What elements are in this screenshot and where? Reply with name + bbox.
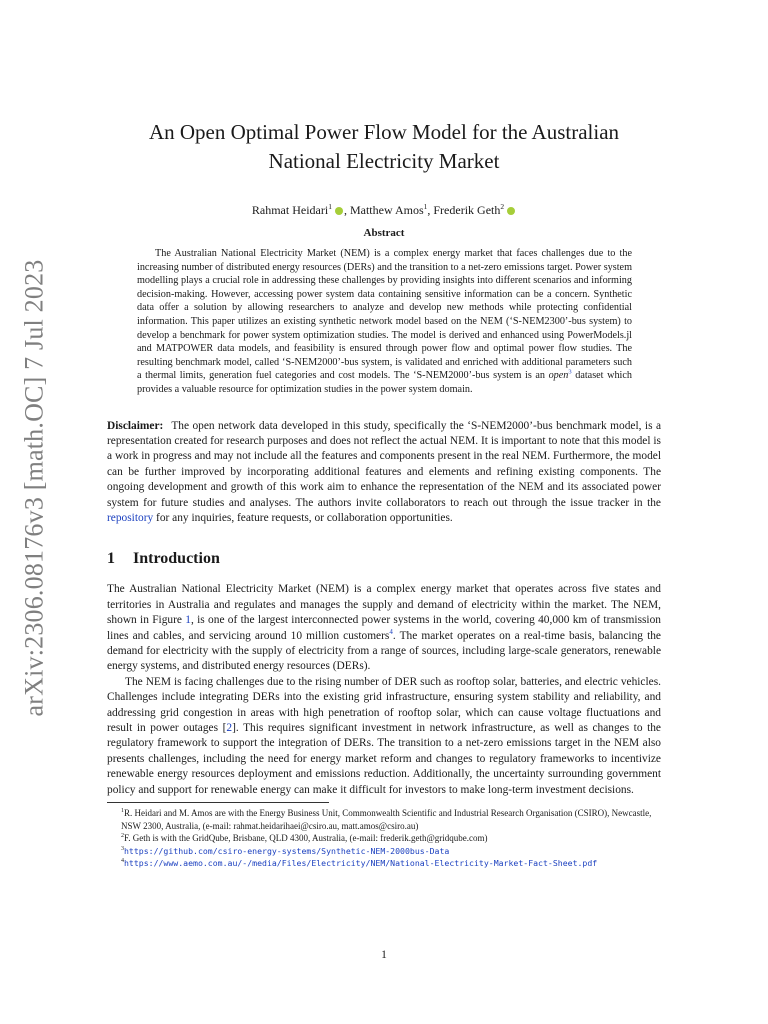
paper-page — [107, 0, 661, 961]
disclaimer-text: The open network data developed in this study, specifically the ‘S-NEM2000’-bus benchmark model, is a representation created for research purposes and does not reflect the actual NEM. It is important to note that this model is a work in progress and may not include all the features and components present in the real NEM. Furthermore, the model can be further improved by incorporating additional features and elements and refining existing components. The ongoing development and growth of this work aim to enhance the representation of the NEM and its associated power system for future studies and analyses. The authors invite collaborators to reach out through the issue tracker in the — [107, 419, 661, 509]
citation-link[interactable]: 2 — [226, 722, 233, 735]
footnote-ref[interactable]: 3 — [568, 368, 572, 376]
intro-text: The NEM is facing challenges due to the rising number of DER such as rooftop solar, batteries, and electric vehicles. Challenges include integrating DERs into the existing grid infrastructure, ensuring system stability and reliability, and addressing grid congestion in areas with high penetration of rooftop solar, which can cause voltage fluctuations and result in power outages [ — [107, 675, 661, 735]
intro-paragraph-2 — [107, 675, 661, 798]
footnote-mark: 1 — [121, 808, 124, 815]
disclaimer-lead: Disclaimer: — [107, 419, 164, 432]
affiliation-mark: 2 — [500, 202, 505, 211]
footnote-mark: 2 — [121, 833, 124, 840]
affiliation-mark: 1 — [423, 202, 428, 211]
author-geth: , Frederik Geth — [427, 203, 501, 217]
intro-paragraph-1 — [107, 582, 661, 674]
footnote-mark: 4 — [121, 858, 124, 865]
title-line-2: National Electricity Market — [268, 149, 500, 173]
author-list — [107, 202, 661, 218]
footnote-divider — [107, 802, 329, 803]
intro-text: . The market operates on a real-time basis, balancing the demand for electricity with the supply of electricity from a range of sources, including large-scale generators, renewable energy systems, and distributed energy resources (DERs). — [107, 629, 661, 673]
paper-title — [107, 118, 661, 176]
intro-text: The Australian National Electricity Market (NEM) is a complex energy market that operates across five states and territories in Australia and regulates and manages the supply and demand of electricity within the market. The NEM, shown in Figure — [107, 583, 661, 627]
footnotes — [107, 807, 661, 870]
title-line-1: An Open Optimal Power Flow Model for the Australian — [148, 120, 620, 144]
arxiv-stamp-text: arXiv:2306.08176v3 [math.OC] 7 Jul 2023 — [19, 259, 48, 717]
abstract-open-word: open — [548, 370, 569, 382]
dataset-url-link[interactable]: https://github.com/csiro-energy-systems/Synthetic-NEM-2000bus-Data — [124, 845, 450, 856]
footnote-1 — [107, 807, 661, 832]
repository-link[interactable]: repository — [107, 511, 154, 524]
orcid-icon[interactable] — [335, 207, 343, 215]
disclaimer-text-end: for any inquiries, feature requests, or collaboration opportunities. — [153, 511, 453, 524]
abstract-heading: Abstract — [363, 227, 405, 239]
section-heading — [107, 550, 661, 568]
affiliation-mark: 1 — [328, 202, 332, 211]
author-heidari: Rahmat Heidari — [251, 203, 329, 217]
intro-text: ]. This requires significant investment in network infrastructure, as well as changes to the regulatory framework to support the integration of DERs. The transition to a net-zero emissions target in the NEM also presents challenges, including the need for energy market reform and changes to regulatory frameworks to incentivize renewable energy resources deployment and emissions reduction. Additionally, the uncertainty surrounding government policy and support for renewable energy can make it difficult for investors to make long-term investment decisions. — [107, 722, 661, 796]
abstract-text — [137, 247, 632, 397]
arxiv-stamp — [12, 259, 56, 717]
aemo-url-link[interactable]: https://www.aemo.com.au/-/media/Files/Electricity/NEM/National-Electricity-Market-Fact-Sheet.pdf — [124, 858, 598, 869]
footnote-4 — [107, 857, 661, 870]
author-amos: , Matthew Amos — [343, 203, 424, 217]
section-title: Introduction — [133, 550, 220, 568]
orcid-icon[interactable] — [507, 207, 515, 215]
footnote-text: F. Geth is with the GridQube, Brisbane, QLD 4300, Australia, (e-mail: frederik.geth@gridqube.com) — [124, 833, 488, 844]
abstract-part-1: The Australian National Electricity Market (NEM) is a complex energy market that faces challenges due to the increasing number of distributed energy resources (DERs) and the transition to a net-zero emissions target. Power system modelling plays a crucial role in addressing these challenges by providing insights into different scenarios and informing decision-making. However, accessing power system data containing sensitive information can be a concern. Synthetic data offer a solution by allowing researchers to analyze and develop new methods while protecting confidential information. This paper utilizes an existing synthetic network model based on the NEM (‘S-NEM2300’-bus system) to develop a benchmark for power system optimization studies. The model is derived and enhanced using PowerModels.jl and MATPOWER data models, and feasibility is ensured through power flow and optimal power flow studies. The resulting benchmark model, called ‘S-NEM2000’-bus system, is validated and enriched with additional parameters such a thermal limits, generation fuel categories and cost models. The ‘S-NEM2000’-bus system is an — [137, 248, 632, 382]
introduction-body — [107, 582, 661, 798]
abstract-part-2: dataset which provides a valuable resource for optimization studies in the power system domain. — [137, 370, 632, 395]
footnote-2 — [107, 832, 661, 845]
footnote-text: R. Heidari and M. Amos are with the Energy Business Unit, Commonwealth Scientific and Industrial Research Organisation (CSIRO), Newcastle, NSW 2300, Australia, (e-mail: rahmat.heidarihaei@csiro.au, matt.amos@csiro.au) — [121, 808, 652, 831]
page-number: 1 — [381, 949, 387, 961]
intro-text: , is one of the largest interconnected power systems in the world, covering 40,000 km of transmission lines and cables, and servicing around 10 million customers — [107, 614, 661, 642]
section-number: 1 — [107, 550, 115, 568]
footnote-ref[interactable]: 4 — [389, 627, 393, 636]
disclaimer-paragraph — [107, 419, 661, 527]
figure-ref-link[interactable]: 1 — [185, 614, 191, 627]
footnote-3 — [107, 845, 661, 858]
footnote-mark: 3 — [121, 845, 124, 852]
